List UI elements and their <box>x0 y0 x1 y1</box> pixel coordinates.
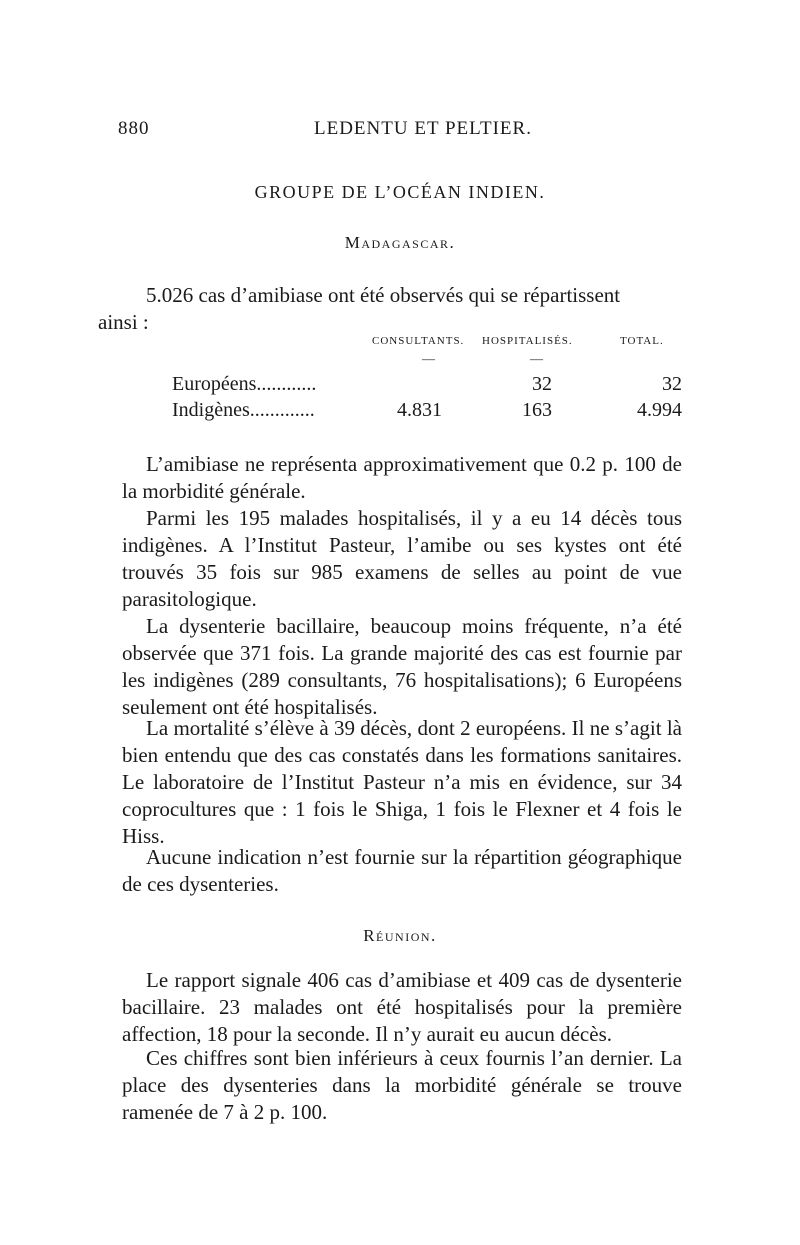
section-heading-madagascar: Madagascar. <box>344 233 456 252</box>
cell-hospitalises: 32 <box>532 373 552 395</box>
cell-consultants: 4.831 <box>397 399 442 421</box>
madagascar-intro <box>98 282 682 336</box>
section-heading-reunion: Réunion. <box>363 926 437 945</box>
intro-line-2: ainsi : <box>98 310 149 334</box>
header-rule: — <box>530 351 543 366</box>
paragraph: La mortalité s’élève à 39 décès, dont 2 européens. Il ne s’agit là bien entendu que des cas constatés dans les formations sanitaires. Le laboratoire de l’Institut Pasteur n’a mis en évidence, sur 34 coprocultures que : 1 fois le Shiga, 1 fois le Flexner et 4 fois le Hiss. <box>122 716 682 848</box>
row-label: Indigènes............. <box>172 399 315 421</box>
running-title: LEDENTU ET PELTIER. <box>314 118 532 139</box>
column-header-hospitalises: HOSPITALISÉS. <box>482 335 573 347</box>
cell-total: 32 <box>662 373 682 395</box>
running-head <box>118 118 678 148</box>
cell-hospitalises: 163 <box>522 399 552 421</box>
paragraph: La dysenterie bacillaire, beaucoup moins fréquente, n’a été observée que 371 fois. La grande majorité des cas est fournie par les indigènes (289 consultants, 76 hospitalisations); 6 Européens seulement ont été hospitalisés. <box>122 614 682 719</box>
table-row <box>122 399 682 425</box>
column-header-total: TOTAL. <box>620 335 664 347</box>
paragraph: Le rapport signale 406 cas d’amibiase et 409 cas de dysenterie bacillaire. 23 malades ont été hospitalisés pour la première affection, 18 pour la seconde. Il n’y aurait eu aucun décès. <box>122 968 682 1046</box>
group-title: GROUPE DE L’OCÉAN INDIEN. <box>254 182 546 202</box>
cell-total: 4.994 <box>637 399 682 421</box>
paragraph: Parmi les 195 malades hospitalisés, il y a eu 14 décès tous indigènes. A l’Institut Pasteur, l’amibe ou ses kystes ont été trouvés 35 fois sur 985 examens de selles au point de vue parasitologique. <box>122 506 682 611</box>
paragraph: Aucune indication n’est fournie sur la répartition géographique de ces dysenteries. <box>122 845 682 896</box>
header-rule: — <box>422 351 435 366</box>
amibiase-table <box>122 335 682 425</box>
table-row <box>122 373 682 399</box>
intro-line-1: 5.026 cas d’amibiase ont été observés qui se répartissent <box>146 283 621 307</box>
page-number: 880 <box>118 118 150 139</box>
paragraph: L’amibiase ne représenta approximativement que 0.2 p. 100 de la morbidité générale. <box>122 452 682 503</box>
row-label: Européens............ <box>172 373 317 395</box>
paragraph: Ces chiffres sont bien inférieurs à ceux fournis l’an dernier. La place des dysenteries dans la morbidité générale se trouve ramenée de 7 à 2 p. 100. <box>122 1046 682 1124</box>
column-header-consultants: CONSULTANTS. <box>372 335 465 347</box>
